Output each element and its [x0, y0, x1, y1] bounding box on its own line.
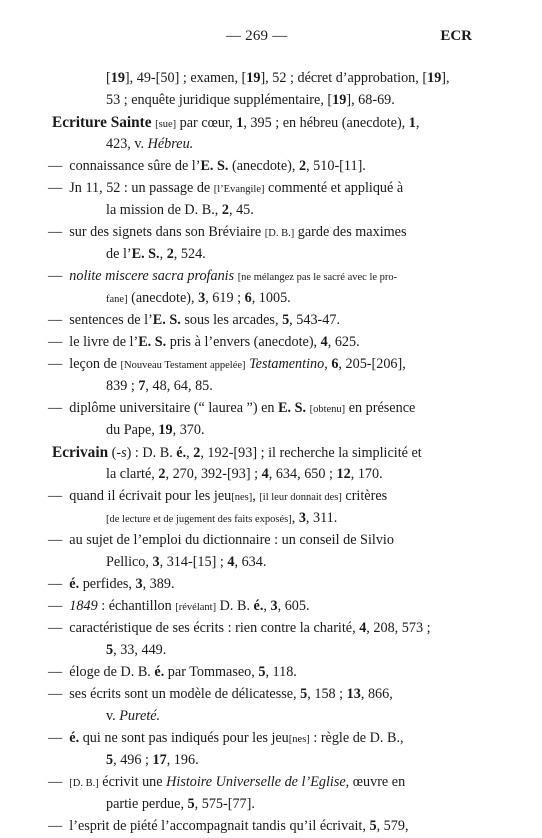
running-head: ECR — [440, 28, 472, 44]
page-number: — 269 — — [226, 28, 288, 44]
index-line: [de lecture et de jugement des faits exposés], 3, 311. — [106, 510, 338, 526]
index-subentry: — l’esprit de piété l’accompagnait tandis qu’il écrivait, 5, 579, — [48, 818, 409, 834]
index-line: 53 ; enquête juridique supplémentaire, [19], 68-69. — [106, 92, 395, 108]
index-line: la clarté, 2, 270, 392-[93] ; 4, 634, 650 ; 12, 170. — [106, 466, 383, 482]
index-entry-ecriture-sainte: Ecriture Sainte [sue] par cœur, 1, 395 ; en hébreu (anecdote), 1, — [52, 114, 420, 131]
index-subentry: — ses écrits sont un modèle de délicatesse, 5, 158 ; 13, 866, — [48, 686, 393, 702]
page-header — [0, 28, 542, 48]
index-subentry: — éloge de D. B. é. par Tommaseo, 5, 118. — [48, 664, 297, 680]
index-line: la mission de D. B., 2, 45. — [106, 202, 254, 218]
index-line: [19], 49-[50] ; examen, [19], 52 ; décret d’approbation, [19], — [106, 70, 450, 86]
index-line: Pellico, 3, 314-[15] ; 4, 634. — [106, 554, 267, 570]
index-subentry: — caractéristique de ses écrits : rien contre la charité, 4, 208, 573 ; — [48, 620, 431, 636]
index-entry-ecrivain: Ecrivain (-s) : D. B. é., 2, 192-[93] ; il recherche la simplicité et — [52, 444, 422, 461]
index-subentry: — sentences de l’E. S. sous les arcades, 5, 543-47. — [48, 312, 340, 328]
index-subentry: — sur des signets dans son Bréviaire [D. B.] garde des maximes — [48, 224, 407, 240]
index-subentry: — é. perfides, 3, 389. — [48, 576, 175, 592]
index-line: 5, 496 ; 17, 196. — [106, 752, 199, 768]
index-subentry: — quand il écrivait pour les jeu[nes], [il leur donnait des] critères — [48, 488, 388, 504]
index-subentry: — nolite miscere sacra profanis [ne mélangez pas le sacré avec le pro- — [48, 268, 398, 284]
index-line: fane] (anecdote), 3, 619 ; 6, 1005. — [106, 290, 291, 306]
index-line: du Pape, 19, 370. — [106, 422, 205, 438]
index-subentry: — [D. B.] écrivit une Histoire Universelle de l’Eglise, œuvre en — [48, 774, 406, 790]
index-line: 423, v. Hébreu. — [106, 136, 194, 152]
index-subentry: — connaissance sûre de l’E. S. (anecdote), 2, 510-[11]. — [48, 158, 366, 174]
index-line: 5, 33, 449. — [106, 642, 167, 658]
index-subentry: — leçon de [Nouveau Testament appelée] Testamentino, 6, 205-[206], — [48, 356, 406, 372]
index-subentry: — é. qui ne sont pas indiqués pour les jeu[nes] : règle de D. B., — [48, 730, 404, 746]
index-subentry: — au sujet de l’emploi du dictionnaire : un conseil de Silvio — [48, 532, 394, 548]
index-subentry: — diplôme universitaire (“ laurea ”) en E. S. [obtenu] en présence — [48, 400, 416, 416]
index-line: 839 ; 7, 48, 64, 85. — [106, 378, 213, 394]
index-line: v. Pureté. — [106, 708, 161, 724]
index-subentry: — 1849 : échantillon [révélant] D. B. é., 3, 605. — [48, 598, 310, 614]
index-line: partie perdue, 5, 575-[77]. — [106, 796, 255, 812]
index-line: de l’E. S., 2, 524. — [106, 246, 206, 262]
index-subentry: — Jn 11, 52 : un passage de [l’Evangile] commenté et appliqué à — [48, 180, 404, 196]
index-subentry: — le livre de l’E. S. pris à l’envers (anecdote), 4, 625. — [48, 334, 360, 350]
